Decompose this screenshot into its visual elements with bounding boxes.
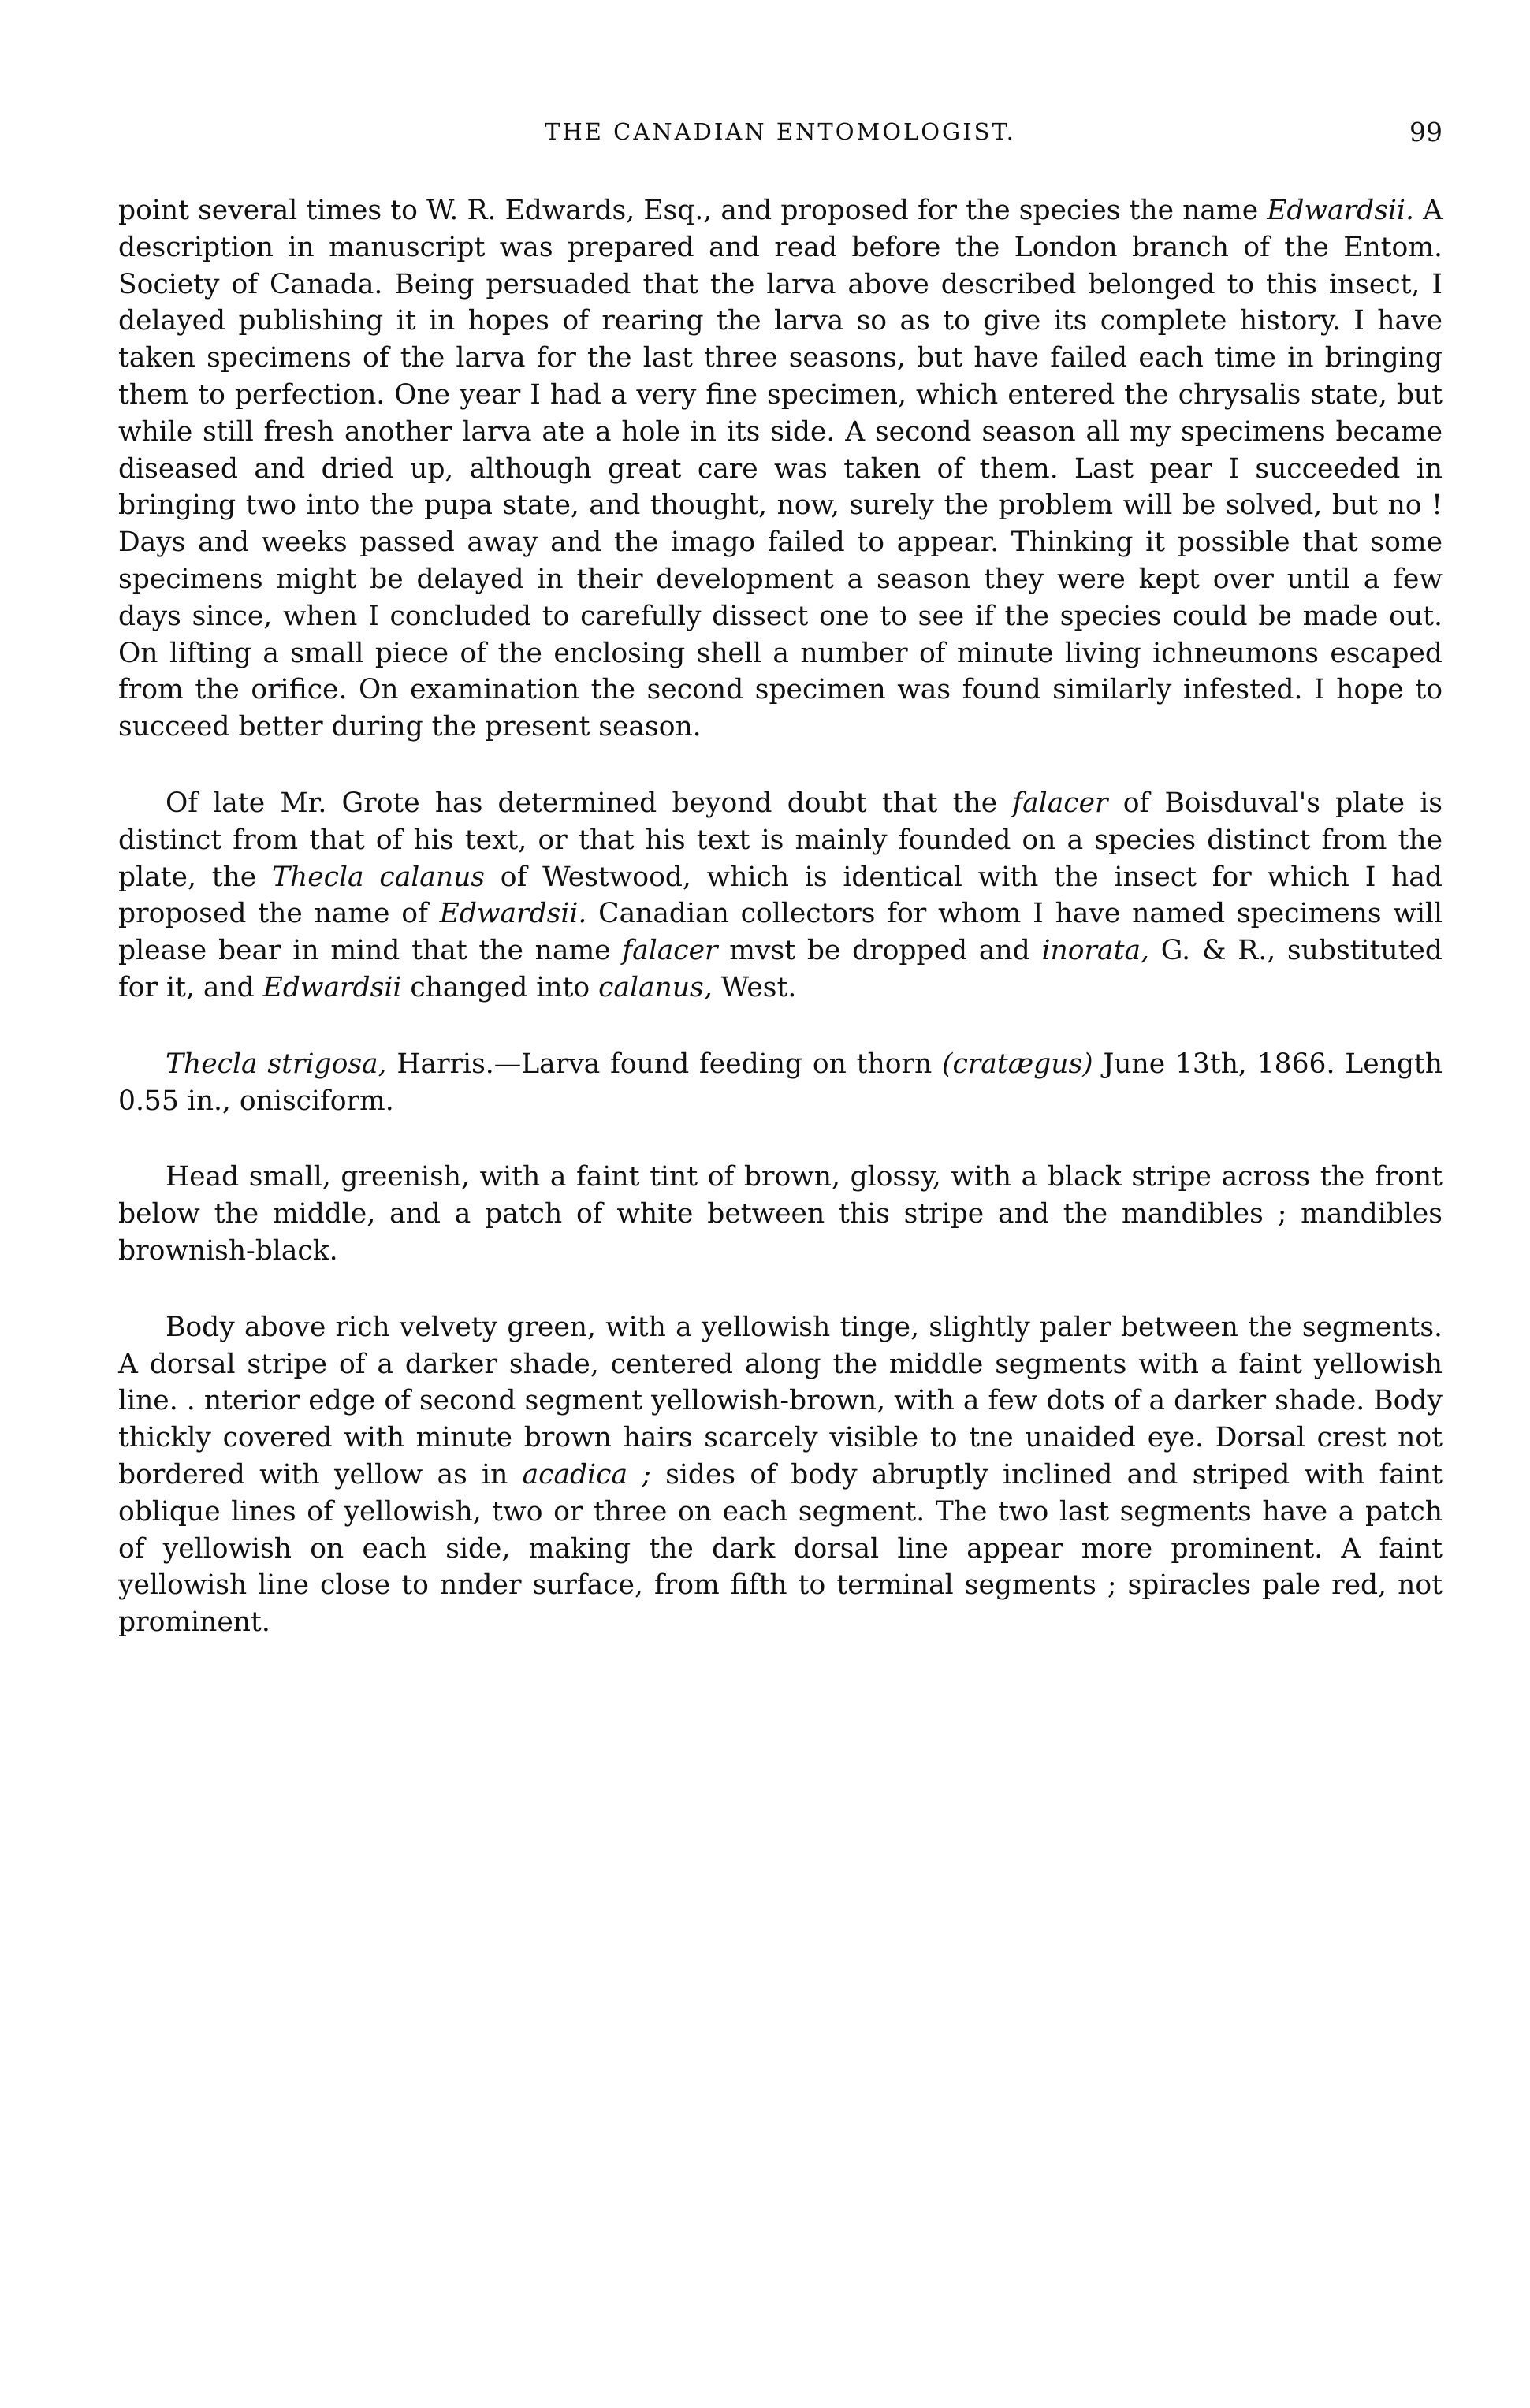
italic-text: Thecla calanus xyxy=(272,861,486,893)
italic-text: acadica ; xyxy=(522,1458,651,1491)
italic-text: falacer xyxy=(1012,787,1108,819)
journal-title: THE CANADIAN ENTOMOLOGIST. xyxy=(545,118,1016,145)
paragraph-1 xyxy=(118,192,1443,746)
paragraph-5 xyxy=(118,1309,1443,1641)
text-run: West. xyxy=(712,971,797,1003)
italic-text: (cratægus) xyxy=(942,1048,1093,1080)
text-run: Head small, greenish, with a faint tint of brown, glossy, with a black stripe across the front below the middle, and a patch of white between this stripe and the mandibles ; mandibles brownish-black. xyxy=(118,1161,1443,1267)
text-run: sides of body abruptly inclined and striped with faint oblique lines of yellowish, two or three on each segment. The two last segments have a patch of yellowish on each side, making the dark dorsal line appear more prominent. A faint yellowish line close to nnder surface, from fifth to terminal segments ; spiracles pale red, not prominent. xyxy=(118,1458,1443,1639)
italic-text: calanus, xyxy=(598,971,713,1003)
italic-text: Thecla strigosa, xyxy=(166,1048,387,1080)
text-run: of Boisduval's plate is distinct from that of his text, or that his text is mainly founded on a species distinct from the plate, the xyxy=(118,787,1443,893)
text-run: Of late Mr. Grote has determined beyond doubt that the xyxy=(166,787,1013,819)
paragraph-2 xyxy=(118,785,1443,1007)
italic-text: Edwardsii. xyxy=(1267,195,1414,226)
text-run: changed into xyxy=(401,971,599,1003)
text-run: Body above rich velvety green, with a yellowish tinge, slightly paler between the segments. A dorsal stripe of a darker shade, centered along the middle segments with a faint yellowish line. . nterior edge of second segment yellowish-brown, with a few dots of a darker shade. Body thickly covered with minute brown hairs scarcely visible to tne unaided eye. Dorsal crest not bordered with yellow as in xyxy=(118,1311,1443,1491)
text-run: of Westwood, which is identical with the insect for which I had proposed the name of xyxy=(118,861,1443,930)
italic-text: falacer xyxy=(622,935,718,967)
document-page xyxy=(118,118,1443,1680)
text-run: mvst be dropped and xyxy=(717,935,1042,967)
text-run: G. & R., substituted for it, and xyxy=(118,935,1443,1003)
running-header xyxy=(118,118,1443,166)
text-run: June 13th, 1866. Length 0.55 in., onisciform. xyxy=(118,1048,1443,1117)
text-run: Harris.—Larva found feeding on thorn xyxy=(386,1048,943,1080)
paragraph-4 xyxy=(118,1159,1443,1269)
italic-text: inorata, xyxy=(1041,935,1149,967)
italic-text: Edwardsii xyxy=(262,971,402,1003)
text-run: A description in manuscript was prepared and read before the London branch of the Entom. Society of Canada. Being persuaded that the larva above described belonged to this insect, I delayed publishing it in hopes of rearing the larva so as to give its complete history. I have taken specimens of the larva for the last three seasons, but have failed each time in bringing them to perfection. One year I had a very fine specimen, which entered the chrysalis state, but while still fresh another larva ate a hole in its side. A second season all my specimens became diseased and dried up, although great care was taken of them. Last pear I succeeded in bringing two into the pupa state, and thought, now, surely the problem will be solved, but no ! Days and weeks passed away and the imago failed to appear. Thinking it possible that some specimens might be delayed in their development a season they were kept over until a few days since, when I concluded to carefully dissect one to see if the species could be made out. On lifting a small piece of the enclosing shell a number of minute living ichneumons escaped from the orifice. On examination the second specimen was found similarly infested. I hope to succeed better during the present season. xyxy=(118,195,1443,743)
paragraph-3 xyxy=(118,1046,1443,1120)
text-run: point several times to W. R. Edwards, Esq., and proposed for the species the name xyxy=(118,195,1268,226)
text-run: Canadian collectors for whom I have named specimens will please bear in mind that the name xyxy=(118,898,1443,967)
italic-text: Edwardsii. xyxy=(439,898,587,930)
page-number: 99 xyxy=(1409,117,1443,147)
